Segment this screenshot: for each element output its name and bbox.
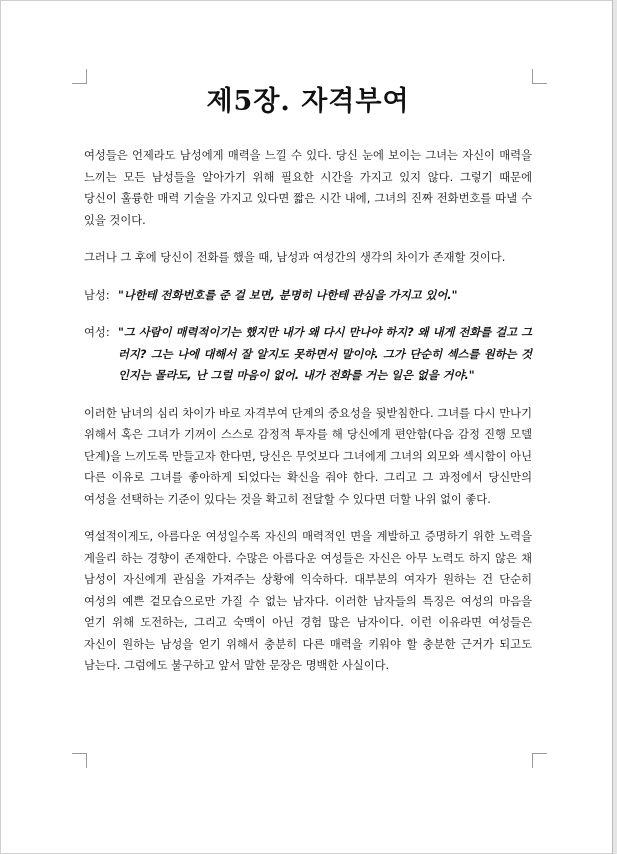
paragraph-1: 여성들은 언제라도 남성에게 매력을 느낄 수 있다. 당신 눈에 보이는 그녀는 자신이 매력을 느끼는 모든 남성들을 알아가기 위해 필요한 시간을 가지고 있지 않다. 그렇기 때문에 당신이 훌륭한 매력 기술을 가지고 있다면 짧은 시간 내에, 그녀의 진짜 전화번호를 따낼 수 있을 것이다. xyxy=(84,149,532,227)
margin-corner-bottom-right xyxy=(532,753,547,768)
document-body[interactable] xyxy=(84,84,532,677)
margin-corner-top-left xyxy=(72,69,87,84)
paragraph-3: 이러한 남녀의 심리 차이가 바로 자격부여 단계의 중요성을 뒷받침한다. 그녀를 다시 만나기 위해서 혹은 그녀가 기꺼이 스스로 감정적 투자를 해 당신에게 편안함(다음 감정 진행 모델 단계)을 느끼도록 만들고자 한다면, 당신은 무엇보다 그녀에게 그녀의 외모와 섹시함이 아닌 다른 이유로 그녀를 좋아하게 되었다는 확신을 줘야 한다. 그리고 그 과정에서 당신만의 여성을 선택하는 기준이 있다는 것을 확고히 전달할 수 있다면 더할 나위 없이 좋다. xyxy=(84,406,532,506)
quote-man-label: 남성: xyxy=(84,288,110,302)
margin-corner-top-right xyxy=(532,69,547,84)
quote-woman xyxy=(84,322,532,387)
quote-man xyxy=(84,285,532,307)
quote-woman-text: "그 사람이 매력적이기는 했지만 내가 왜 다시 만나야 하지? 왜 내게 전화를 걸고 그러지? 그는 나에 대해서 잘 알지도 못하면서 말이야. 그가 단순히 섹스를 원하는 것인지는 몰라도, 난 그럴 마음이 없어. 내가 전화를 거는 일은 없을 거야." xyxy=(118,326,532,382)
quote-woman-label: 여성: xyxy=(84,326,110,339)
scrollbar[interactable] xyxy=(612,0,617,854)
paragraph-4: 역설적이게도, 아름다운 여성일수록 자신의 매력적인 면을 계발하고 증명하기 위한 노력을 게을리 하는 경향이 존재한다. 수많은 아름다운 여성들은 자신은 아무 노력도 하지 않은 채 남성이 자신에게 관심을 가져주는 상황에 익숙하다. 대부분의 여자가 원하는 건 단순히 여성의 예쁜 겉모습으로만 가질 수 없는 남자다. 이러한 남자들의 특징은 여성의 마음을 얻기 위해 도전하는, 그리고 숙맥이 아닌 경험 많은 남자이다. 이런 이유라면 여성들은 자신이 원하는 남성을 얻기 위해서 충분히 다른 매력을 키워야 할 충분한 근거가 되고도 남는다. 그럼에도 불구하고 앞서 말한 문장은 명백한 사실이다. xyxy=(84,530,532,672)
quote-man-text: "나한테 전화번호를 준 걸 보면, 분명히 나한테 관심을 가지고 있어." xyxy=(118,288,458,302)
paragraph-2: 그러나 그 후에 당신이 전화를 했을 때, 남성과 여성간의 생각의 차이가 존재할 것이다. xyxy=(84,251,506,264)
chapter-title: 제5장. 자격부여 xyxy=(206,86,410,117)
margin-corner-bottom-left xyxy=(72,753,87,768)
